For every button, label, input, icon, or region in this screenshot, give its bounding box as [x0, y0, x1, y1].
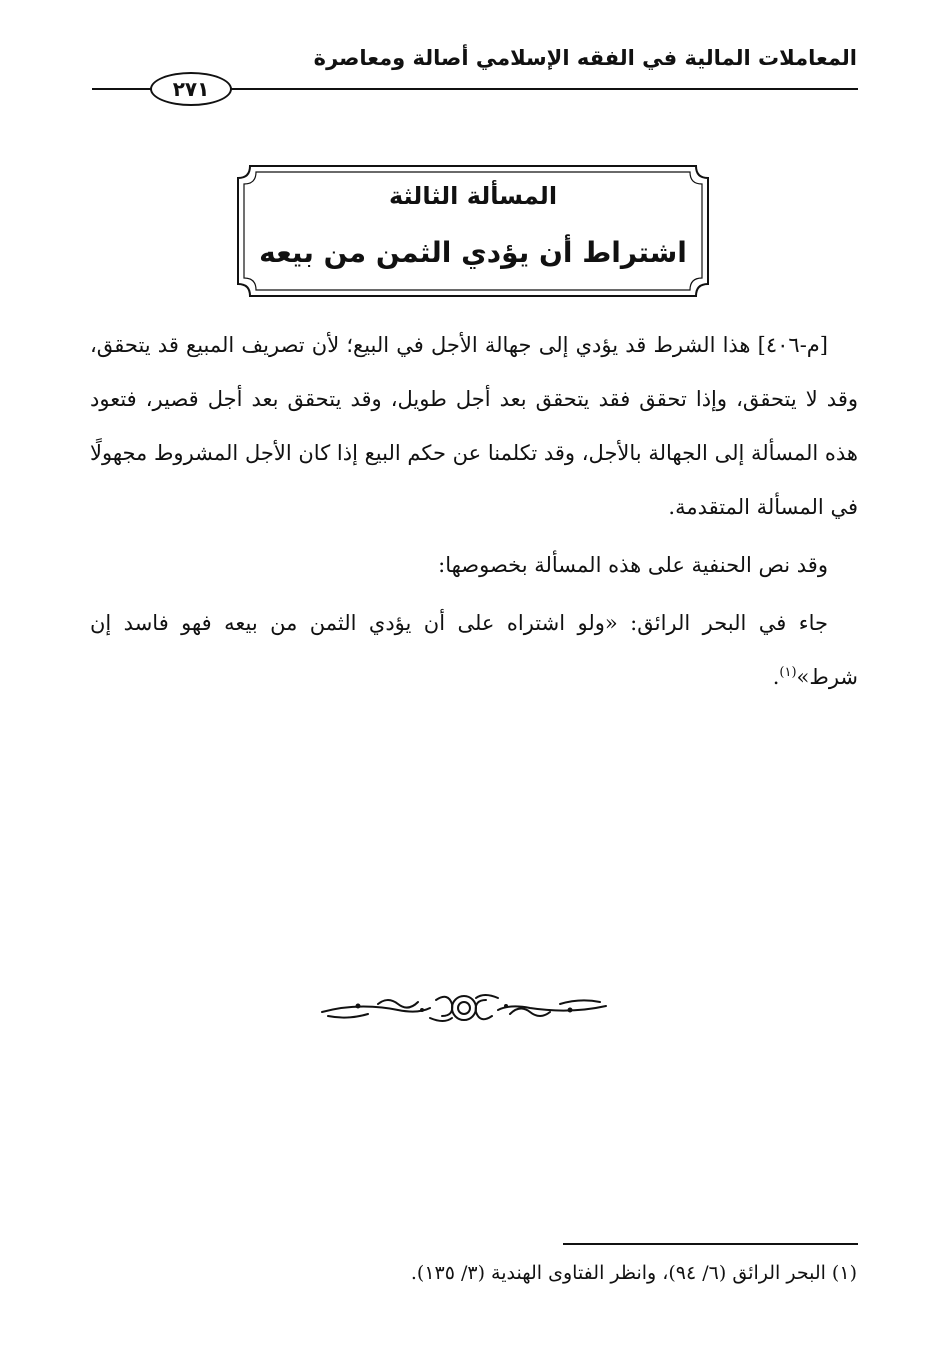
paragraph: [م-٤٠٦] هذا الشرط قد يؤدي إلى جهالة الأجل في البيع؛ لأن تصريف المبيع قد يتحقق، وقد لا يتحقق، وإذا تحقق فقد يتحقق بعد أجل طويل، وقد يتحقق بعد أجل قصير، فتعود هذه المسألة إلى الجهالة بالأجل، وقد تكلمنا عن حكم البيع إذا كان الأجل المشروط مجهولًا في المسألة المتقدمة. [90, 333, 858, 519]
footnote-reference: (١) [779, 665, 797, 680]
closing-period: . [772, 665, 780, 689]
footnote-rule [563, 1243, 858, 1245]
decorative-ornament-divider [318, 988, 610, 1028]
section-title: المسألة الثالثة [388, 182, 558, 210]
paragraph: وقد نص الحنفية على هذه المسألة بخصوصها: [438, 553, 828, 577]
footnote: (١) البحر الرائق (٦/ ٩٤)، وانظر الفتاوى الهندية (٣/ ١٣٥). [410, 1262, 857, 1284]
section-subtitle: اشتراط أن يؤدي الثمن من بيعه [259, 236, 687, 269]
paragraph-quote [90, 596, 858, 704]
section-title-frame [236, 164, 710, 298]
running-header: المعاملات المالية في الفقه الإسلامي أصالة ومعاصرة [313, 46, 857, 70]
quote-text: جاء في البحر الرائق: «ولو اشتراه على أن يؤدي الثمن من بيعه فهو فاسد إن شرط» [90, 611, 858, 689]
body-text [90, 318, 858, 704]
page-number: ٢٧١ [150, 72, 232, 106]
